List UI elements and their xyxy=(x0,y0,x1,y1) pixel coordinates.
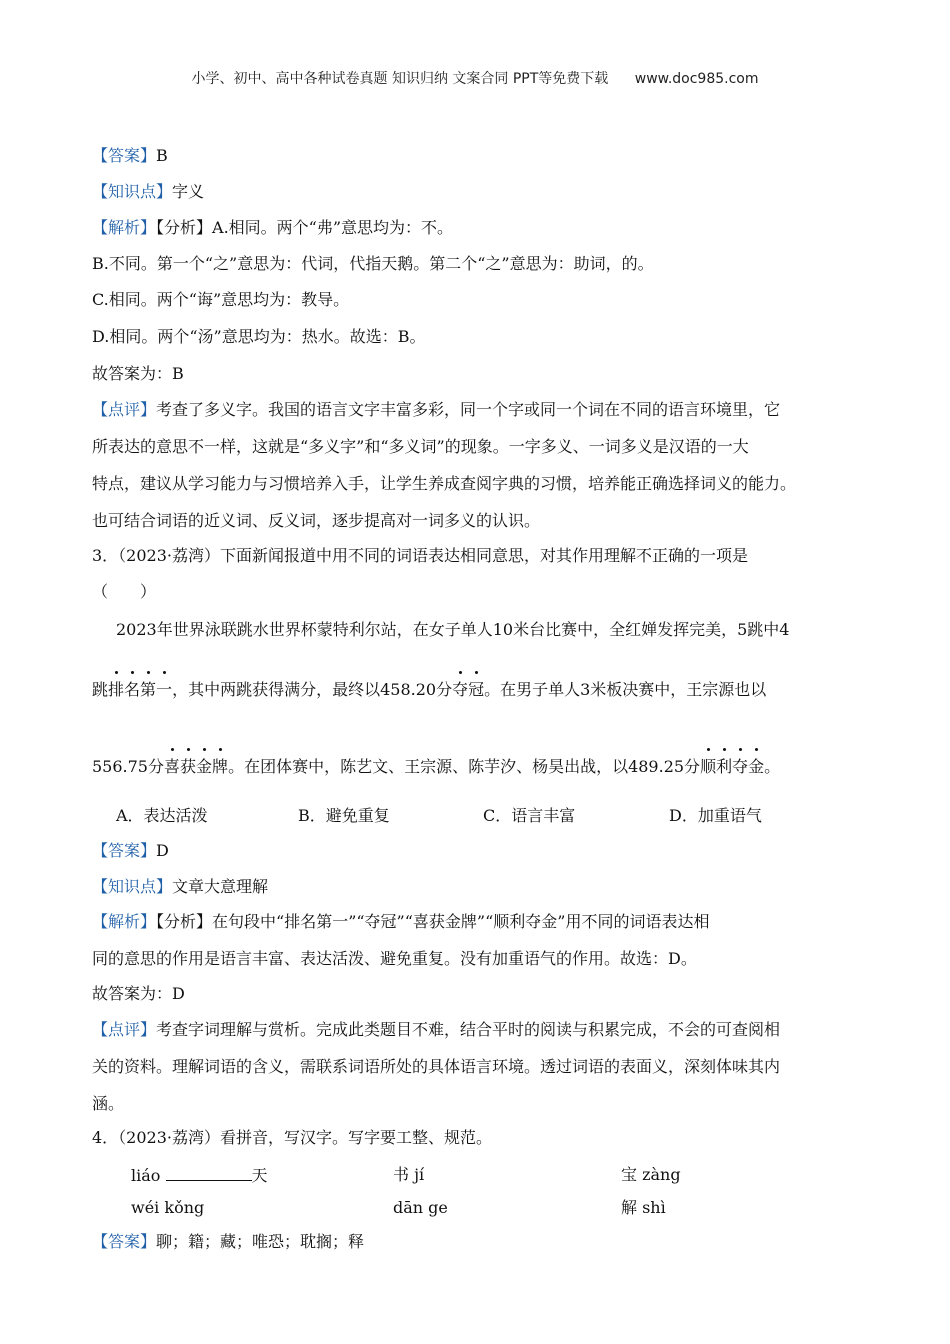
q3-stem-line-1: 3．（2023·荔湾）下面新闻报道中用不同的词语表达相同意思，对其作用理解不正确的一项是 xyxy=(92,546,748,565)
q3-passage-line-1: 2023年世界泳联跳水世界杯蒙特利尔站，在女子单人10米台比赛中，全红婵发挥完美，5跳中4 xyxy=(116,620,790,639)
emphasis-char: 冠 xyxy=(468,680,485,699)
answer-tag: 【答案】 xyxy=(92,1232,157,1251)
q3-stem-line-2: （ ） xyxy=(92,582,157,601)
option-b: B．避免重复 xyxy=(298,806,390,825)
dotted-phrase xyxy=(700,757,764,776)
q2-comment-line-3: 特点，建议从学习能力与习惯培养入手，让学生养成查阅字典的习惯，培养能正确选择词义的能力。 xyxy=(92,474,797,493)
answer-value: D xyxy=(156,841,169,860)
answer-tag: 【答案】 xyxy=(92,841,157,860)
q2-analysis-line-4: D.相同。两个“汤”意思均为：热水。故选：B。 xyxy=(92,327,426,346)
emphasis-char: 夺 xyxy=(452,680,469,699)
q2-analysis-line-1 xyxy=(92,217,453,239)
analysis-text: 【分析】在句段中“排名第一”“夺冠”“喜获金牌”“顺利夺金”用不同的词语表达相 xyxy=(156,912,710,931)
pinyin-item-1 xyxy=(131,1164,268,1187)
comment-tag: 【点评】 xyxy=(92,400,157,419)
q2-analysis-line-3: C.相同。两个“诲”意思均为：教导。 xyxy=(92,290,350,309)
q3-passage-line-2 xyxy=(92,679,766,701)
text: 跳 xyxy=(92,680,109,699)
header-site: www.doc985.com xyxy=(634,71,759,87)
emphasis-char: 第 xyxy=(140,680,157,699)
pinyin-item-6: 解 shì xyxy=(621,1198,666,1217)
analysis-tag: 【解析】 xyxy=(92,218,157,237)
header-text: 小学、初中、高中各种试卷真题 知识归纳 文案合同 PPT等免费下载 xyxy=(191,71,609,87)
q2-comment-line-4: 也可结合词语的近义词、反义词，逐步提高对一词多义的认识。 xyxy=(92,511,541,530)
q3-comment-line-3: 涵。 xyxy=(92,1094,125,1113)
pinyin-item-4: wéi kǒng xyxy=(131,1198,205,1217)
q2-comment-line-2: 所表达的意思不一样，这就是“多义字”和“多义词”的现象。一字多义、一词多义是汉语的一大 xyxy=(92,437,749,456)
q3-analysis-line-1 xyxy=(92,911,709,933)
pinyin-item-3: 宝 zàng xyxy=(621,1165,681,1184)
pinyin: liáo xyxy=(131,1166,166,1185)
emphasis-char: 利 xyxy=(716,757,733,776)
comment-tag: 【点评】 xyxy=(92,1020,157,1039)
emphasis-char: 获 xyxy=(180,757,197,776)
q4-stem: 4．（2023·荔湾）看拼音，写汉字。写字要工整、规范。 xyxy=(92,1128,492,1147)
knowledge-value: 文章大意理解 xyxy=(172,877,269,896)
dotted-phrase xyxy=(452,680,484,699)
text: ，其中两跳获得满分，最终以458.20分 xyxy=(172,680,453,699)
text: 556.75分 xyxy=(92,757,164,776)
emphasis-char: 金 xyxy=(748,757,765,776)
q3-answer-line xyxy=(92,840,169,862)
q2-analysis-line-2: B.不同。第一个“之”意思为：代词，代指天鹅。第二个“之”意思为：助词，的。 xyxy=(92,254,654,273)
emphasis-char: 排 xyxy=(108,680,125,699)
text: 。 xyxy=(764,757,781,776)
emphasis-char: 夺 xyxy=(732,757,749,776)
option-a: A．表达活泼 xyxy=(116,806,208,825)
option-d: D．加重语气 xyxy=(669,806,762,825)
emphasis-char: 一 xyxy=(156,680,173,699)
dotted-phrase xyxy=(164,757,228,776)
emphasis-char: 牌 xyxy=(212,757,229,776)
q3-comment-line-2: 关的资料。理解词语的含义，需联系词语所处的具体语言环境。透过词语的表面义，深刻体味其内 xyxy=(92,1057,781,1076)
pinyin-item-2: 书 jí xyxy=(393,1165,425,1184)
pinyin-item-5: dān ge xyxy=(393,1198,448,1217)
answer-tag: 【答案】 xyxy=(92,146,157,165)
analysis-text: 【分析】A.相同。两个“弗”意思均为：不。 xyxy=(156,218,454,237)
knowledge-tag: 【知识点】 xyxy=(92,182,173,201)
page-header xyxy=(0,68,950,88)
q3-knowledge-line xyxy=(92,876,268,898)
comment-text: 考查字词理解与赏析。完成此类题目不难，结合平时的阅读与积累完成，不会的可查阅相 xyxy=(156,1020,781,1039)
q3-comment-line-1 xyxy=(92,1019,780,1041)
q2-comment-line-1 xyxy=(92,399,780,421)
answer-value: 聊；籍；藏；唯恐；耽搁；释 xyxy=(156,1232,365,1251)
option-c: C．语言丰富 xyxy=(483,806,576,825)
emphasis-char: 名 xyxy=(124,680,141,699)
char: 天 xyxy=(251,1166,268,1185)
comment-text: 考查了多义字。我国的语言文字丰富多彩，同一个字或同一个词在不同的语言环境里，它 xyxy=(156,400,781,419)
emphasis-char: 喜 xyxy=(164,757,181,776)
q2-final-answer: 故答案为：B xyxy=(92,364,184,383)
q3-passage-line-3 xyxy=(92,756,780,778)
answer-value: B xyxy=(156,146,168,165)
q2-answer-line xyxy=(92,145,168,167)
knowledge-value: 字义 xyxy=(172,182,205,201)
text: 。在男子单人3米板决赛中，王宗源也以 xyxy=(484,680,767,699)
q3-analysis-line-2: 同的意思的作用是语言丰富、表达活泼、避免重复。没有加重语气的作用。故选：D。 xyxy=(92,949,697,968)
dotted-phrase xyxy=(108,680,172,699)
emphasis-char: 金 xyxy=(196,757,213,776)
q4-answer-line xyxy=(92,1231,364,1253)
emphasis-char: 顺 xyxy=(700,757,717,776)
q3-final-answer: 故答案为：D xyxy=(92,984,185,1003)
answer-blank[interactable] xyxy=(166,1164,252,1181)
knowledge-tag: 【知识点】 xyxy=(92,877,173,896)
q2-knowledge-line xyxy=(92,181,204,203)
text: 。在团体赛中，陈艺文、王宗源、陈芋汐、杨昊出战，以489.25分 xyxy=(228,757,701,776)
analysis-tag: 【解析】 xyxy=(92,912,157,931)
